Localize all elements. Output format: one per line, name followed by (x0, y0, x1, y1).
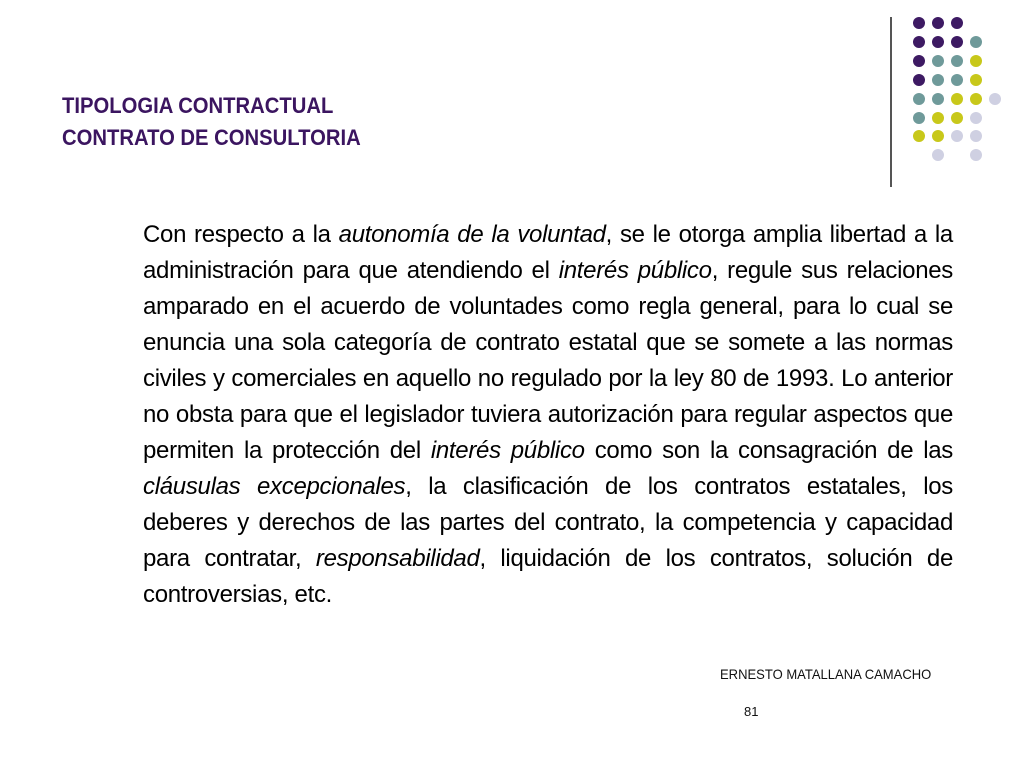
dot-grid-decoration (0, 0, 1024, 200)
author-name: ERNESTO MATALLANA CAMACHO (720, 666, 932, 682)
decor-dot (913, 130, 925, 142)
decor-dot (913, 17, 925, 29)
decor-dot (970, 74, 982, 86)
page-number: 81 (744, 704, 759, 719)
decor-dot (970, 130, 982, 142)
decor-dot (970, 55, 982, 67)
decor-dot (913, 55, 925, 67)
decor-dot (932, 149, 944, 161)
decor-dot (970, 112, 982, 124)
text-segment: , regule sus relaciones amparado en el acuerdo de voluntades como regla general, para lo cual se enuncia una sola categoría de contrato estatal que se somete a las normas civiles y comerciales en aquello no regulado por la ley 80 de 1993. Lo anterior no obsta para que el legislador tuviera autorización para regular aspectos que permiten la protección del (143, 257, 954, 464)
text-segment-italic: responsabilidad (315, 545, 480, 572)
decor-dot (932, 93, 944, 105)
decor-dot (913, 112, 925, 124)
decor-dot (932, 36, 944, 48)
decor-dot (970, 149, 982, 161)
text-segment-italic: interés público (558, 257, 712, 284)
decor-dot (932, 74, 944, 86)
decor-dot (951, 112, 963, 124)
text-segment-italic: autonomía de la voluntad (338, 221, 606, 248)
title-line-2: CONTRATO DE CONSULTORIA (62, 125, 361, 150)
decor-dot (951, 130, 963, 142)
decor-dot (913, 93, 925, 105)
body-paragraph (143, 217, 953, 613)
decor-dot (932, 17, 944, 29)
decor-dot (932, 55, 944, 67)
text-segment: , liquidación de los contratos, solución de controversias, etc. (143, 545, 953, 608)
text-segment-italic: cláusulas excepcionales (143, 473, 406, 500)
text-segment: , se le otorga amplia libertad a la administración para que atendiendo el (143, 221, 953, 284)
decor-dot (932, 130, 944, 142)
text-segment-italic: interés público (430, 437, 585, 464)
decor-dot (970, 93, 982, 105)
text-segment: , la clasificación de los contratos estatales, los deberes y derechos de las partes del contrato, la competencia y capacidad para contratar, (143, 473, 954, 572)
text-segment: como son la consagración de las (584, 437, 953, 464)
decor-dot (913, 36, 925, 48)
decor-dot (970, 36, 982, 48)
decor-dot (951, 55, 963, 67)
decor-dot (913, 74, 925, 86)
text-segment: Con respecto a la (143, 221, 339, 248)
decor-dot (951, 74, 963, 86)
decor-dot (989, 93, 1001, 105)
decor-dot (932, 112, 944, 124)
decor-dot (951, 36, 963, 48)
decor-dot (951, 93, 963, 105)
decor-dot (951, 17, 963, 29)
title-line-1: TIPOLOGIA CONTRACTUAL (62, 93, 334, 118)
